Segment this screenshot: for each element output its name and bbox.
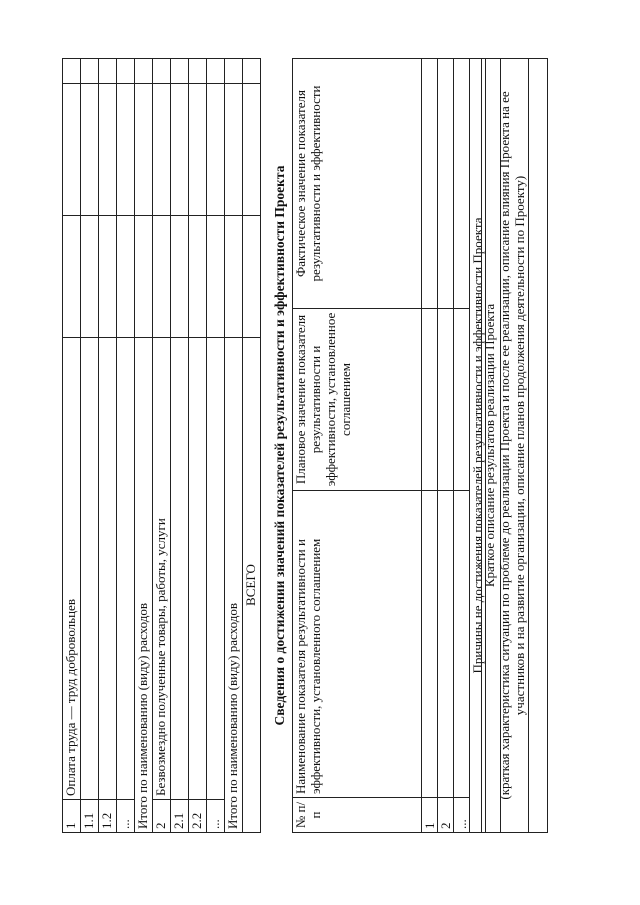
column-header-num: № п/п xyxy=(293,798,422,833)
table-row xyxy=(454,59,470,833)
row-number: 2 xyxy=(153,800,171,833)
column-header-fact: Фактическое значение показателя результативности и эффективности xyxy=(293,59,422,309)
table-row xyxy=(189,59,207,833)
indicators-table xyxy=(292,58,501,833)
expenses-table xyxy=(62,58,261,833)
table-row xyxy=(438,59,454,833)
table-row xyxy=(117,59,135,833)
column-header-plan: Плановое значение показателя результативности и эффективности, установленное соглашением xyxy=(293,309,422,491)
row-number: ... xyxy=(207,800,225,833)
row-number: 2 xyxy=(438,798,454,833)
row-name xyxy=(99,338,117,800)
row-number: 1.1 xyxy=(81,800,99,833)
section-heading: Сведения о достижении значений показателей результативности и эффективности Проекта xyxy=(272,165,287,726)
row-number: 1 xyxy=(422,798,438,833)
table-row xyxy=(153,59,171,833)
column-header-name: Наименование показателя результативности и эффективности, установленного соглашением xyxy=(293,491,422,798)
table-row xyxy=(99,59,117,833)
row-name xyxy=(81,338,99,800)
row-number: ... xyxy=(454,798,470,833)
table-row xyxy=(135,59,153,833)
table-row xyxy=(225,59,243,833)
row-name: Итого по наименованию (виду) расходов xyxy=(135,338,153,833)
row-number: ... xyxy=(117,800,135,833)
table-row xyxy=(171,59,189,833)
table-row xyxy=(529,59,548,833)
row-total: ВСЕГО xyxy=(243,338,261,833)
reasons-label: Причины не достижения показателей результативности и эффективности Проекта xyxy=(470,59,486,833)
rotated-content xyxy=(62,58,527,833)
summary-description: (краткая характеристика ситуации по проблеме до реализации Проекта и после ее реализации, описание влияния Проекта на ее участников и на развитие организации, описание планов продолжения деятельности по Проекту) xyxy=(497,91,527,800)
summary-title: Краткое описание результатов реализации Проекта xyxy=(482,303,497,588)
row-number: 1 xyxy=(63,800,81,833)
table-row xyxy=(422,59,438,833)
table-row xyxy=(81,59,99,833)
table-row xyxy=(63,59,81,833)
table-row xyxy=(207,59,225,833)
row-name xyxy=(171,338,189,800)
row-number: 2.2 xyxy=(189,800,207,833)
row-name xyxy=(207,338,225,800)
summary-table xyxy=(481,58,548,833)
row-name xyxy=(117,338,135,800)
summary-row xyxy=(482,59,529,833)
row-number: 1.2 xyxy=(99,800,117,833)
table-row xyxy=(243,59,261,833)
row-name: Итого по наименованию (виду) расходов xyxy=(225,338,243,833)
row-name: Оплата труда — труд добровольцев xyxy=(63,338,81,800)
row-number: 2.1 xyxy=(171,800,189,833)
row-name: Безвозмездно полученные товары, работы, услуги xyxy=(153,338,171,800)
row-name xyxy=(189,338,207,800)
header-row xyxy=(293,59,422,833)
